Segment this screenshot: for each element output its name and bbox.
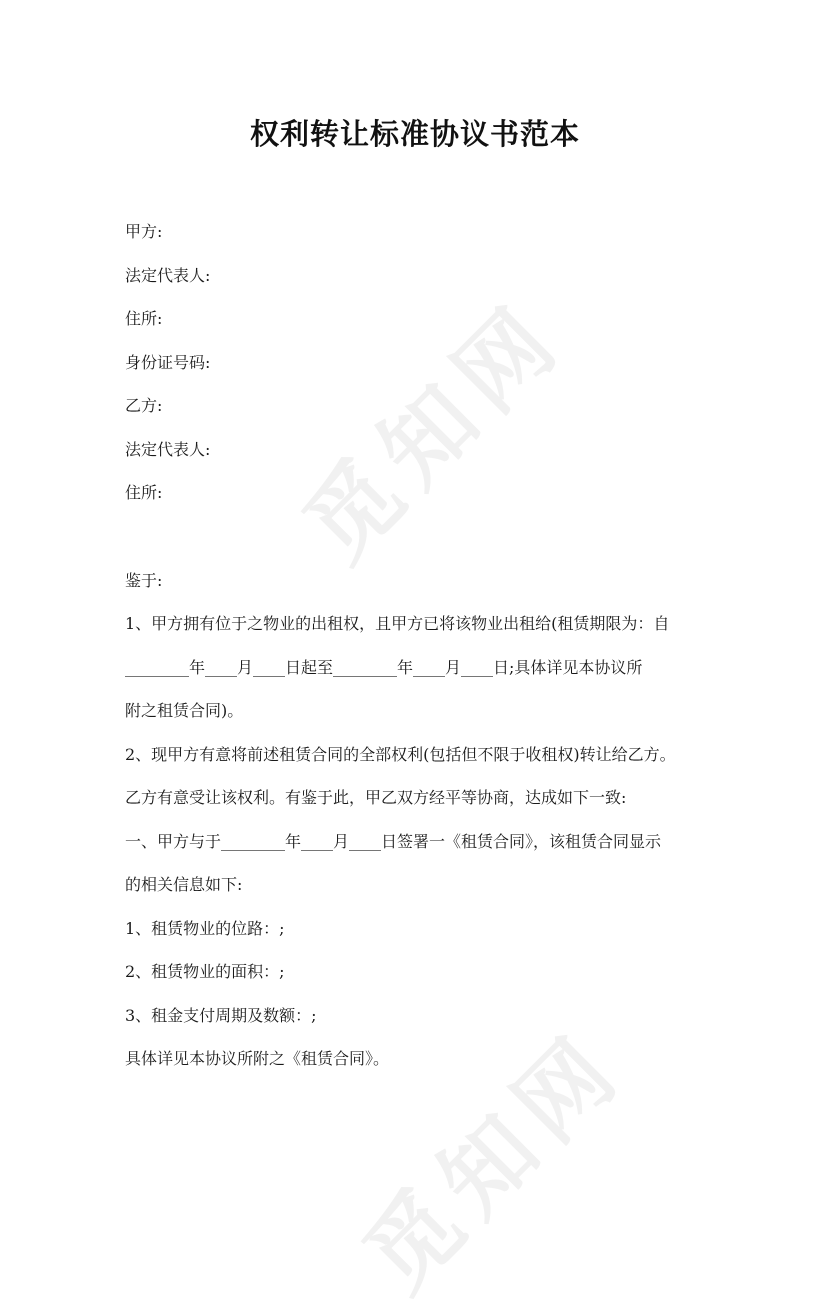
article-one-line: 具体详见本协议所附之《租赁合同》。 xyxy=(125,1049,390,1068)
watermark: 觅知网 xyxy=(284,281,585,582)
party-b-label: 乙方: xyxy=(125,396,163,415)
recital-line: ________年____月____日起至________年____月____日;具体详见本协议所 xyxy=(125,658,643,677)
watermark: 觅知网 xyxy=(344,1011,645,1312)
recital-line: 1、甲方拥有位于之物业的出租权，且甲方已将该物业出租给(租赁期限为：自 xyxy=(125,614,670,633)
article-one-line: 3、租金支付周期及数额：; xyxy=(125,1006,317,1025)
document-title: 权利转让标准协议书范本 xyxy=(249,117,580,151)
party-b-legal-rep: 法定代表人: xyxy=(125,440,211,459)
article-one-line: 2、租赁物业的面积：; xyxy=(125,962,285,981)
party-a-address: 住所: xyxy=(125,309,163,328)
recital-line: 附之租赁合同)。 xyxy=(125,701,244,720)
party-a-id-number: 身份证号码: xyxy=(125,353,211,372)
party-b-address: 住所: xyxy=(125,483,163,502)
article-one-line: 的相关信息如下: xyxy=(125,875,243,894)
recitals-heading: 鉴于: xyxy=(125,571,163,590)
recital-line: 2、现甲方有意将前述租赁合同的全部权利(包括但不限于收租权)转让给乙方。 xyxy=(125,745,676,764)
article-one-line: 一、甲方与于________年____月____日签署一《租赁合同》，该租赁合同显示 xyxy=(125,832,662,851)
recital-line: 乙方有意受让该权利。有鉴于此，甲乙双方经平等协商，达成如下一致: xyxy=(125,788,627,807)
party-a-label: 甲方: xyxy=(125,222,163,241)
party-a-legal-rep: 法定代表人: xyxy=(125,266,211,285)
article-one-line: 1、租赁物业的位路：; xyxy=(125,919,285,938)
